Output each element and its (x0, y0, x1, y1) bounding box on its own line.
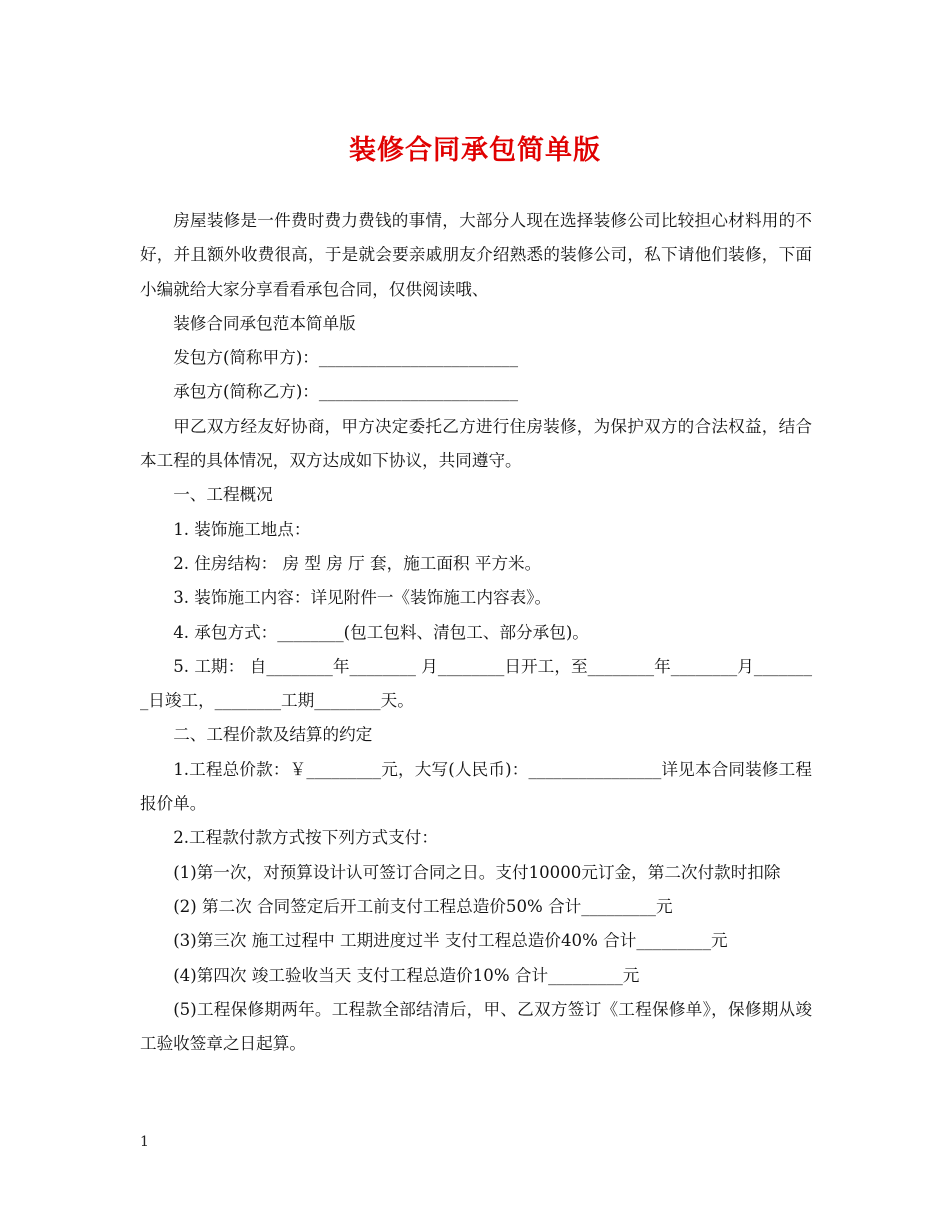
payment-step-1: (1)第一次，对预算设计认可签订合同之日。支付10000元订金，第二次付款时扣除 (173, 862, 781, 882)
intro-paragraph: 房屋装修是一件费时费力费钱的事情，大部分人现在选择装修公司比较担心材料用的不好，并且额外收费很高，于是就会要亲戚朋友介绍熟悉的装修公司，私下请他们装修，下面小编就给大家分享看看承包合同，仅供阅读哦、 (140, 211, 812, 299)
clause-schedule: 5. 工期： 自________年________ 月________日开工，至________年________月________日竣工，________工期________天。 (140, 656, 812, 711)
clause-location: 1. 装饰施工地点： (173, 519, 311, 539)
clause-contract-method: 4. 承包方式：________(包工包料、清包工、部分承包)。 (173, 622, 589, 642)
clause-content: 3. 装饰施工内容：详见附件一《装饰施工内容表》。 (173, 588, 552, 608)
warranty-clause: (5)工程保修期两年。工程款全部结清后，甲、乙双方签订《工程保修单》，保修期从竣工验收签章之日起算。 (140, 999, 812, 1054)
clause-structure: 2. 住房结构： 房 型 房 厅 套，施工面积 平方米。 (173, 553, 542, 573)
payment-step-2: (2) 第二次 合同签定后开工前支付工程总造价50% 合计_________元 (173, 896, 673, 916)
party-b-line: 承包方(简称乙方)：________________________ (173, 382, 519, 402)
page-number: 1 (140, 1134, 149, 1150)
section-heading-payment: 二、工程价款及结算的约定 (173, 725, 373, 745)
document-body (140, 204, 812, 1061)
contract-subtitle: 装修合同承包范本简单版 (173, 313, 356, 333)
document-title: 装修合同承包简单版 (349, 135, 601, 166)
section-heading-overview: 一、工程概况 (173, 485, 273, 505)
clause-total-price: 1.工程总价款：￥_________元，大写(人民币)：________________详见本合同装修工程报价单。 (140, 759, 812, 814)
payment-step-4: (4)第四次 竣工验收当天 支付工程总造价10% 合计_________元 (173, 965, 640, 985)
payment-step-3: (3)第三次 施工过程中 工期进度过半 支付工程总造价40% 合计_________元 (173, 931, 728, 951)
clause-payment-method: 2.工程款付款方式按下列方式支付： (173, 828, 438, 848)
agreement-paragraph: 甲乙双方经友好协商，甲方决定委托乙方进行住房装修，为保护双方的合法权益，结合本工程的具体情况，双方达成如下协议，共同遵守。 (140, 416, 812, 471)
party-a-line: 发包方(简称甲方)：________________________ (173, 348, 519, 368)
